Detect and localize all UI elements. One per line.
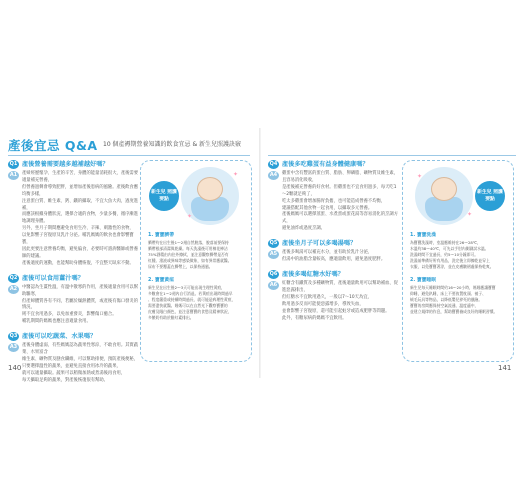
left-qa-column	[8, 160, 138, 385]
newborn-care-box-right	[402, 160, 514, 362]
section-body: 為寶寶洗澡時，室溫應維持在26～28℃， 水溫約38～40℃，可先以手肘內側測試水溫。 洗澡時間不宜過長，約5～10分鐘即可。 洗澡前準備好所有用品，洗完後立即擦乾並穿上 衣服，以免寶寶著涼，並在皮膚皺褶處保持乾爽。	[410, 240, 494, 269]
answer-text: 產婦經歷懷孕、生產的辛苦，身體的能量消耗很大，產後需要適量補充營養， 但營養過剩會導致肥胖，並增加產後患病的風險。產後飲食應均衡多樣， 注意蛋白質、維生素、鈣、鐵的攝取，不宜大魚大肉，過度進補， 而應該根據身體狀況，選擇合適的食物，少量多餐，循序漸進地調理身體。 另外，坐月子期間應避免食用生冷、辛辣、刺激性的食物， 以免影響子宮復原及乳汁分泌。哺乳媽媽的飲食也會影響寶寶， 因此更要注意營養均衡，避免偏食，必要時可諮詢醫師或營養師的建議。 產後適度的運動，也能幫助身體恢復，不宜整天臥床不動。	[22, 171, 139, 266]
question-badge: Q2	[9, 274, 18, 281]
question-badge: Q4	[269, 161, 278, 167]
section-title: 2. 寶寶黃疸	[148, 278, 175, 283]
qa-item	[268, 160, 400, 233]
question-text: 產後可以食用薑汁嗎？	[22, 274, 84, 282]
section-title: 1. 寶寶洗澡	[410, 233, 437, 238]
answer-text: 產後身體虛弱，有些媽媽認為蔬果性寒涼，不敢食用。其實蔬菜、水果富含 維生素、礦物質及膳食纖維，可以幫助排便，預防產後便秘， 只要選擇溫性的蔬果，並避免直接食用冰冷的蔬果， 就可以適量攝取。蔬果可以稍微加熱或煮湯後再食用， 每天攝取足夠的蔬果，對產後恢復很有幫助。	[22, 343, 139, 383]
answer-text: 產後多喝湯可以補充水分，並有助於乳汁分泌， 但湯中的油脂含量較高，應適量飲用，避免過度肥胖。	[282, 250, 386, 263]
qa-item	[8, 332, 138, 384]
care-sections	[148, 231, 248, 327]
answer-badge: A5	[269, 251, 278, 258]
answer-badge: A3	[9, 344, 18, 351]
baby-illustration: ✦ ✦ 新生兒 照護要點	[147, 165, 247, 227]
question-text: 產後坐月子可以多喝湯嗎？	[282, 240, 357, 248]
header-rule-right	[268, 155, 516, 156]
section-title: 2. 寶寶睡眠	[410, 278, 437, 283]
newborn-care-tag: 新生兒 照護要點	[475, 181, 505, 211]
section-body: 新生兒每天睡眠時間約16～20小時，媽媽應讓寶寶 仰睡，避免趴睡，床上不要放置枕頭、被子、 絨毛玩具等物品，以降低嬰兒猝死的風險。 寶寶的房間應保持空氣流通、溫度適中， 並建立規律的作息，幫助寶寶養成良好的睡眠習慣。	[410, 285, 498, 314]
header-rule-left	[8, 155, 250, 156]
chapter-header	[8, 136, 258, 156]
question-badge: Q1	[9, 161, 18, 167]
answer-badge: A4	[269, 172, 278, 178]
question-text: 產後多吃雞蛋有益身體健康嗎？	[282, 161, 369, 168]
answer-text: 紅糖含有鐵質及多種礦物質，產後適量飲用可以幫助補血、促進惡露排出， 但紅糖水不宜飲用過久，一般以7～10天為宜， 飲用過多反而可能使惡露增多，導致失血， 並會影響子宮復原，還可能引起蛀牙或造成肥胖等問題。 此外，有糖尿病的媽媽不宜飲用。	[282, 280, 399, 321]
question-text: 產後多喝紅糖水好嗎？	[282, 270, 344, 278]
chapter-subtitle: 10 個產褥期營養知識的飲食宜忌 & 新生兒照護訣竅	[103, 141, 242, 148]
newborn-care-box-left	[140, 160, 252, 362]
question-badge: Q6	[269, 270, 278, 277]
chapter-title: 產後宜忌 Q&A	[8, 138, 98, 153]
answer-text: 中醫認為生薑性溫，有溫中散寒的作用，產後適量食用可以幫助驅寒， 但產婦體質各有不同，若屬於燥熱體質，或產後有傷口發炎的情況， 則不宜食用過多，以免加重發炎，影響傷口癒合。 哺乳期間的媽媽也應注意適量食用。	[22, 284, 139, 325]
newborn-care-tag: 新生兒 照護要點	[149, 181, 179, 211]
baby-illustration: ✦ ✦ 新生兒 照護要點	[409, 165, 509, 227]
answer-badge: A1	[9, 172, 18, 178]
qa-item	[8, 160, 138, 268]
answer-text: 雞蛋中含有豐富的蛋白質、脂肪、卵磷脂、礦物質及維生素，且容易消化吸收， 是產後補充營養的好食材。但雞蛋也不宜食用過多，每天吃1～2顆就足夠了， 吃太多雞蛋會增加腸胃負擔，也可能造成營養不均衡， 建議搭配其他食物一起食用，以攝取多元營養。 產後媽媽可以選擇蒸蛋、水煮蛋或蛋花湯等容易消化的烹調方式， 避免油炸或過度烹調。	[282, 171, 399, 232]
qa-item	[268, 270, 400, 322]
qa-item	[268, 239, 400, 264]
page-gutter	[259, 128, 261, 378]
care-sections	[410, 231, 510, 321]
page-number-left: 140	[8, 364, 22, 372]
question-text: 產後營養需要越多越補越好嗎？	[22, 161, 109, 168]
qa-item	[8, 274, 138, 326]
section-title: 1. 寶寶臍帶	[148, 233, 175, 238]
answer-badge: A2	[9, 285, 18, 292]
question-badge: Q3	[9, 333, 18, 340]
question-badge: Q5	[269, 240, 278, 247]
question-text: 產後可以吃蔬菜、水果嗎？	[22, 333, 97, 341]
right-qa-column	[268, 160, 400, 322]
section-body: 臍帶約在出生後1～2週自然脫落，脫落前要保持 臍帶根部清潔與乾燥。每天洗澡後可用棉花棒沾 75%酒精由內往外擦拭，並注意觀察臍帶是否有 紅腫、滲液或異味等感染徵象，如有異常應就醫。 尿布不要覆蓋在臍帶上，以保持通風。	[148, 240, 232, 269]
answer-badge: A6	[269, 281, 278, 288]
page-number-right: 141	[498, 364, 512, 372]
section-body: 新生兒在出生後2～3天可能出現生理性黃疸， 多數會在1～2週內自行消退。若黃疸出現時間過早 、程度嚴重或持續時間過長，就可能是病理性黃疸， 需要盡快就醫。媽媽可以在自然光下觀察寶寶的 皮膚及眼白顏色，並注意寶寶的食慾及精神狀況， 多餵奶有助於膽紅素排出。	[148, 285, 236, 320]
